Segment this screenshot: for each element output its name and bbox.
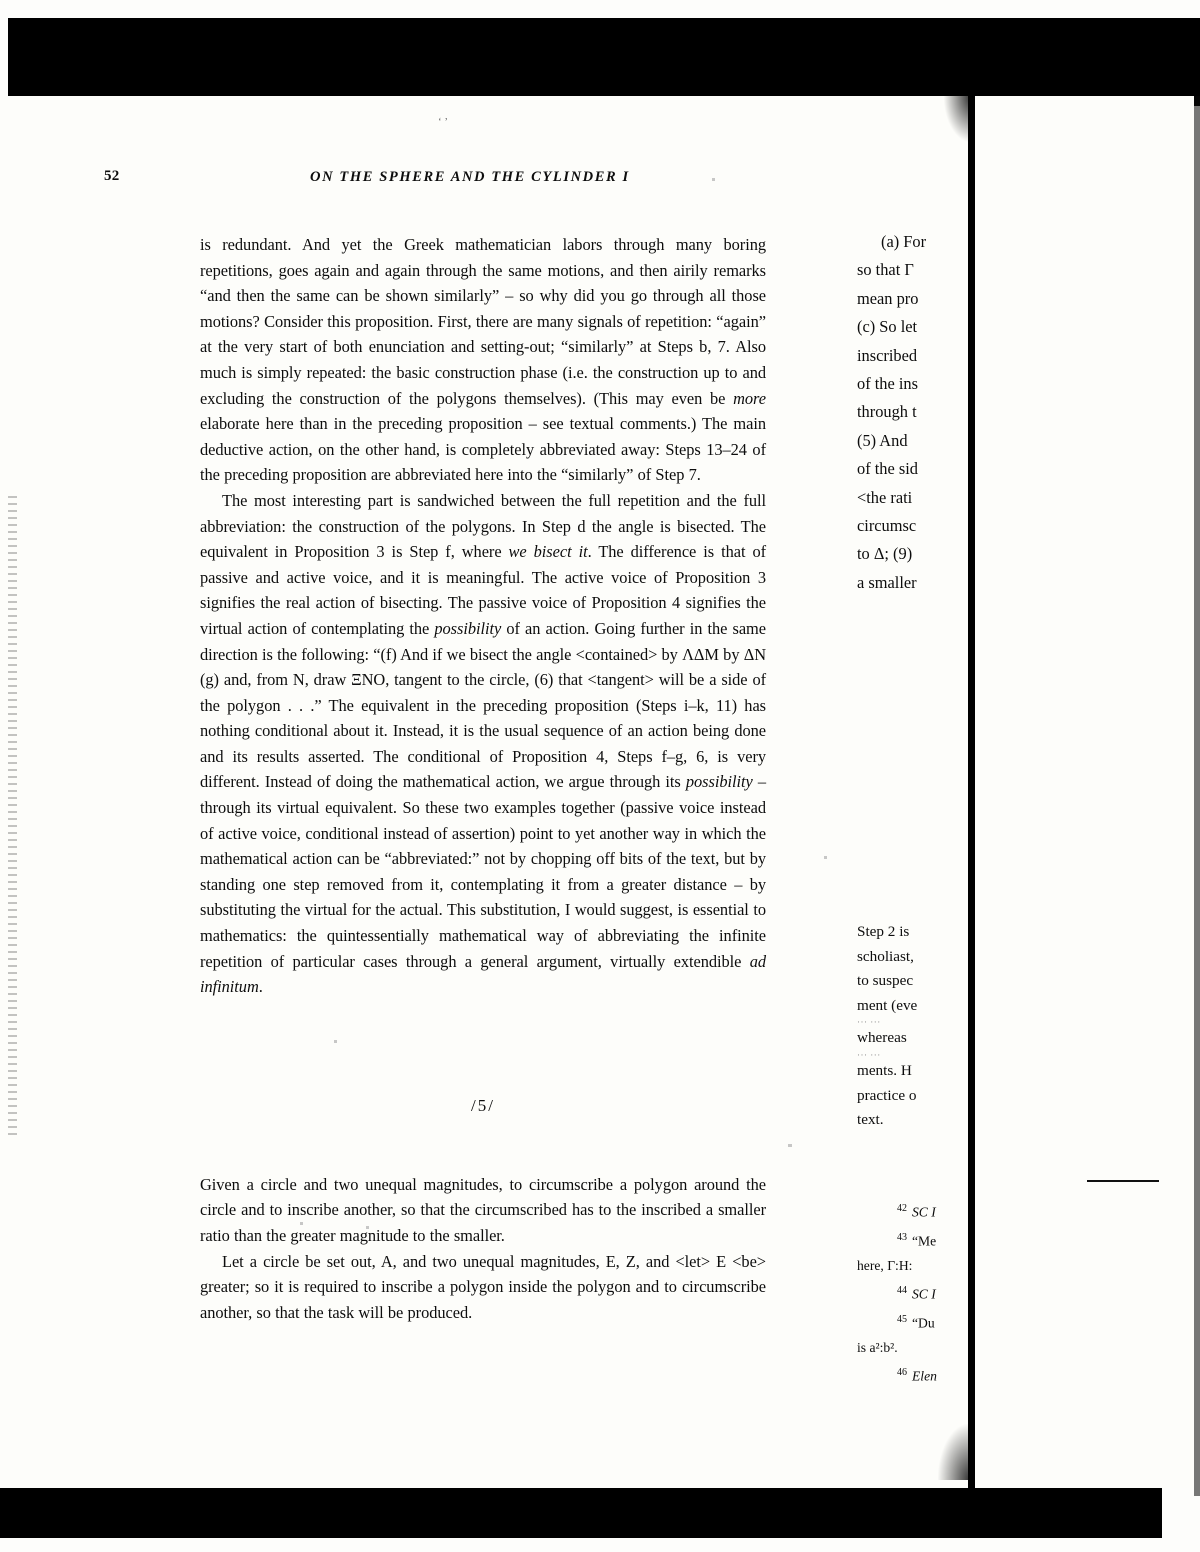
footnote-line: [857, 1253, 1187, 1278]
scan-border-right: [1194, 96, 1200, 1496]
footnote-number: 44: [897, 1285, 907, 1297]
footnote-text: “Du: [912, 1315, 935, 1331]
footnote-number: 42: [897, 1203, 907, 1214]
footnote-number: 45: [897, 1313, 907, 1325]
footnote-number: 46: [897, 1367, 907, 1379]
footnote-line: [857, 1335, 1187, 1360]
footnote-number: 43: [897, 1231, 907, 1243]
footnote-text: Elen: [912, 1368, 937, 1384]
facing-proof-line: of the sid: [857, 459, 919, 479]
scan-border-top: [8, 18, 1200, 106]
running-head-title: ON THE SPHERE AND THE CYLINDER I: [310, 169, 630, 185]
emphasis-possibility-2: possibility: [685, 772, 753, 792]
scan-ghost-line: ··· ···: [857, 1049, 881, 1060]
facing-proof-line: circumsc: [857, 516, 917, 536]
footnote-text: here, Γ:H:: [857, 1258, 913, 1274]
text-column: [200, 232, 766, 1325]
paragraph-commentary-2: The most interesting part is sandwiched between the full repetition and the full abbreviation: the construction of the polygons. In Step d the angle is bisected. The equivalent in Proposition 3 is Step f, where we bisect it. The difference is that of passive and active voice, and it is meaningful. The active voice of Proposition 3 signifies the real action of bisecting. The passive voice of Proposition 4 signifies the virtual action of contemplating the possibility of an action. Going further in the same direction is the following: “(f) And if we bisect the angle <contained> by ΛΔM by ΔN (g) and, from N, draw ΞNO, tangent to the circle, (6) that <tangent> will be a side of the polygon . . .” The equivalent in the preceding proposition (Steps i–k, 11) has nothing conditional about it. Instead, it is the usual sequence of an action being done and its results asserted. The conditional of Proposition 4, Steps f–g, 6, is very different. Instead of doing the mathematical action, we argue through its possibility – through its virtual equivalent. So these two examples together (passive voice instead of active voice, conditional instead of assertion) point to yet another way in which the mathematical action can be “abbreviated:” not by chopping off bits of the text, but by standing one step removed from it, contemplating it from a greater distance – by substituting the virtual for the actual. This substitution, I would suggest, is essential to mathematics: the quintessentially mathematical way of abbreviating the infinite repetition of particular cases through a general argument, virtually extendible ad infinitum.: [200, 490, 766, 997]
facing-commentary-line: ment (eve: [857, 996, 918, 1014]
footnote-line: [857, 1196, 1187, 1225]
facing-commentary-line: to suspec: [857, 972, 914, 990]
stray-scan-mark: ʻ ʼ: [438, 116, 449, 128]
scan-ghost-line: ··· ···: [857, 1017, 881, 1028]
emphasis-ad-infinitum: ad infinitum: [200, 951, 766, 997]
footnote-text: SC I: [912, 1204, 936, 1220]
facing-commentary-line: Step 2 is: [857, 923, 910, 940]
scan-speckle: [824, 856, 827, 859]
facing-commentary-line: ments. H: [857, 1061, 912, 1079]
scan-speckle: [788, 1144, 792, 1147]
facing-proof-line: so that Γ: [857, 260, 914, 280]
footnote-text: is a²:b².: [857, 1340, 898, 1356]
facing-proof-line: of the ins: [857, 374, 919, 394]
facing-proof-line: to Δ; (9): [857, 544, 913, 564]
emphasis-possibility-1: possibility: [434, 618, 502, 638]
scan-speckle-left-margin: [8, 496, 17, 1136]
facing-proof-line: (a) For: [881, 232, 927, 251]
facing-proof-line: <the rati: [857, 487, 913, 507]
facing-commentary-line: whereas: [857, 1029, 907, 1047]
footnote-text: “Me: [912, 1233, 937, 1249]
footnote-line: [857, 1307, 1187, 1336]
emphasis-we-bisect-it: we bisect it: [508, 542, 588, 562]
facing-commentary-line: scholiast,: [857, 947, 914, 965]
facing-proof-line: (c) So let: [857, 317, 918, 337]
facing-proof-line: a smaller: [857, 572, 917, 592]
left-page: [0, 96, 968, 1488]
paragraph-setting-out: Let a circle be set out, A, and two unequal magnitudes, E, Z, and <let> E <be> greater; so it is required to inscribe a polygon inside the polygon and to circumscribe another, so that the task will be produced.: [200, 1251, 766, 1322]
emphasis-more: more: [733, 388, 766, 408]
footnote-text: SC I: [912, 1286, 936, 1302]
facing-footnotes: [857, 1196, 1187, 1389]
footnote-line: [857, 1278, 1187, 1307]
right-page-fragment: [857, 96, 1194, 1488]
running-head: [0, 168, 800, 190]
footnote-line: [857, 1360, 1187, 1389]
facing-proof-line: mean pro: [857, 288, 919, 308]
facing-proof-line: (5) And: [857, 430, 908, 450]
facing-proof-text: [857, 228, 1187, 597]
footnote-rule: [1087, 1180, 1159, 1182]
section-divider: /5/: [471, 1095, 495, 1115]
paragraph-enunciation: Given a circle and two unequal magnitudes, to circumscribe a polygon around the circle and to inscribe another, so that the circumscribed has to the inscribed a smaller ratio than the greater magnitude to the smaller.: [200, 1174, 766, 1245]
footnote-line: [857, 1225, 1187, 1254]
paragraph-commentary-1: is redundant. And yet the Greek mathematician labors through many boring repetitions, goes again and again through the same motions, and then airily remarks “and then the same can be shown similarly” – so why did you go through all those motions? Consider this proposition. First, there are many signals of repetition: “again” at the very start of both enunciation and setting-out; “similarly” at Steps b, 7. Also much is simply repeated: the basic construction phase (i.e. the construction up to and excluding the construction of the polygons themselves). (This may even be more elaborate here than in the preceding proposition – see textual comments.) The main deductive action, on the other hand, is completely abbreviated away: Steps 13–24 of the preceding proposition are abbreviated here into the “similarly” of Step 7.: [200, 235, 766, 485]
page-number: 52: [104, 168, 120, 184]
facing-proof-line: inscribed: [857, 345, 918, 365]
facing-commentary-text: [857, 920, 1187, 1133]
facing-proof-line: through t: [857, 402, 917, 422]
enunciation-block: [200, 1116, 766, 1326]
facing-commentary-line: text.: [857, 1111, 884, 1129]
facing-commentary-line: practice o: [857, 1086, 917, 1104]
